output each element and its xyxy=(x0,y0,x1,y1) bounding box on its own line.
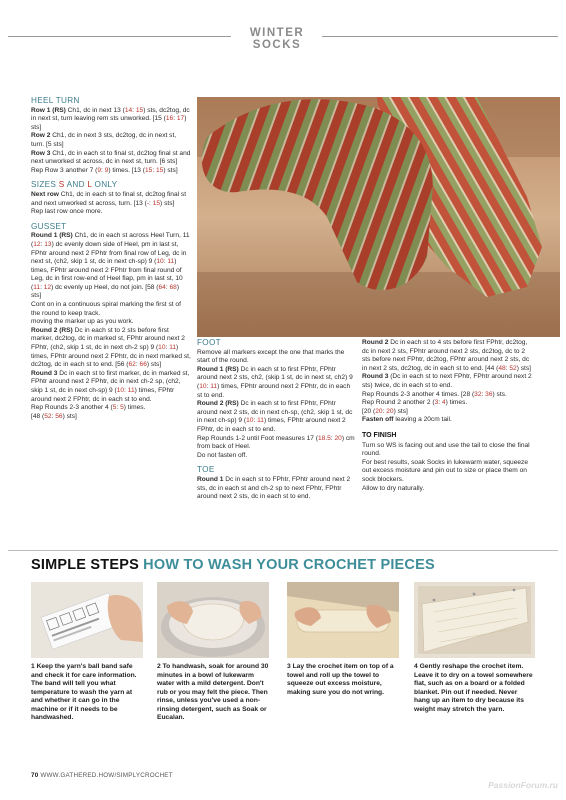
heel-row-2: Row 2 Ch1, dc in next 3 sts, dc2tog, dc in next st, turn. [5 sts] xyxy=(31,132,177,148)
sizes-repeat: Rep last row once more. xyxy=(31,208,103,216)
sizes-next-row: Next row Ch1, dc in each st to final st, dc2tog final st and next unworked st across, turn. [13 (-: 15) sts] xyxy=(31,190,187,207)
heading-to-finish: TO FINISH xyxy=(362,431,397,439)
header-rule-left xyxy=(8,36,231,37)
step-1-text: 1 Keep the yarn's ball band safe and check it for care information. The band will tell you what temperature to wash the yarn at and whether it can go in the machine or if it needs to be handwashed. xyxy=(31,663,137,721)
heel-row-1: Row 1 (RS) Ch1, dc in next 13 (14: 15) sts, dc2tog, dc in next st, turn leaving rem sts unworked. [15 (16: 17) sts] xyxy=(31,106,190,131)
heel-repeat: Rep Row 3 another 7 (9: 9) times. [13 (15: 15) sts] xyxy=(31,166,178,174)
foot-no-fasten: Do not fasten off. xyxy=(197,451,248,459)
foot-round-1: Round 1 (RS) Dc in each st to first FPhtr, FPhtr around next 2 sts, ch2, (skip 1 st, dc in next st, ch2) 9 (10: 11) times, FPhtr around next 2 FPhtr, dc in each st to end. xyxy=(197,365,353,399)
toe-round-2: Round 2 Dc in each st to 4 sts before first FPhtr, dc2tog, dc in next 2 sts, FPhtr around next 2 sts, dc2tog, dc to 2 sts before next FPhtr, dc2tog, FPhtr around next 2 sts, dc in next 2 sts, dc2tog, dc in each st to end. [44 (48: 52) sts] xyxy=(362,339,532,372)
gusset-round-2: Round 2 (RS) Dc in each st to 2 sts before first marker, dc2tog, dc in marked st, FPhtr around next 2 FPhtr, (ch2, skip 1 st, dc in next ch-2 sp) 9 (10: 11) times, FPhtr around next 2 FPhtr, dc in next marked st, dc2tog, dc in each st to end. [56 (62: 66) sts] xyxy=(31,326,191,369)
foot-intro: Remove all markers except the one that marks the start of the round. xyxy=(197,348,345,365)
toe-repeat-1: Rep Rounds 2-3 another 4 times. [28 (32: 36) sts. xyxy=(362,390,507,398)
watermark: PassionForum.ru xyxy=(488,780,558,790)
heel-row-3: Row 3 Ch1, dc in each st to final st, dc2tog final st and next unworked st across, dc in next st, turn. [6 sts] xyxy=(31,149,191,166)
step-4-image xyxy=(414,582,535,658)
heading-foot: FOOT xyxy=(197,338,221,347)
toe-final-count: [20 (20: 20) sts] xyxy=(362,407,408,415)
heading-toe: TOE xyxy=(197,465,215,475)
finish-2: For best results, soak Socks in lukewarm water, squeeze out excess moisture and pin out to size or place them on sock blockers. xyxy=(362,458,529,483)
section-title: WINTER SOCKS xyxy=(249,27,305,51)
step-2-image xyxy=(157,582,269,658)
toe-repeat-2: Rep Round 2 another 2 (3: 4) times. xyxy=(362,399,468,407)
page-footer xyxy=(31,772,173,779)
finish-3: Allow to dry naturally. xyxy=(362,484,425,492)
toe-round-3: Round 3 (Dc in each st to next FPhtr, FPhtr around next 2 sts) twice, dc in each st to end. xyxy=(362,373,532,389)
page-number: 70 xyxy=(31,772,39,779)
gusset-repeat: Rep Rounds 2-3 another 4 (5: 5) times. xyxy=(31,404,146,412)
gusset-final-count: [48 (52: 56) sts] xyxy=(31,412,77,420)
heading-heel-turn: HEEL TURN xyxy=(31,96,80,105)
gusset-move-marker: moving the marker up as you work. xyxy=(31,318,134,326)
step-3-image xyxy=(287,582,399,658)
fasten-off: Fasten off leaving a 20cm tail. xyxy=(362,416,452,424)
foot-round-2: Round 2 (RS) Dc in each st to first FPhtr, FPhtr around next 2 sts, dc in next ch-sp, (ch2, skip 1 st, dc in next ch-sp) 9 (10: 11) times, FPhtr around next 2 FPhtr, dc in each st to end. xyxy=(197,400,353,433)
sock-photo xyxy=(197,97,560,337)
gusset-round-1: Round 1 (RS) Ch1, dc in each st across Heel Turn, 11 (12: 13) dc evenly down side of Heel, pm in last st, FPhtr around next 2 FPhtr from final row of Leg, dc in next st, (ch2, skip 1 st, dc in next ch-sp) 9 (10: 11) times, FPhtr around next 2 FPhtr from final round of Leg, dc in first row-end of Heel flap, pm in last st, 10 (11: 12) dc evenly up Heel, do not join. [58 (64: 68) sts] xyxy=(31,232,190,300)
toe-round-1: Round 1 Dc in each st to FPhtr, FPhtr around next 2 sts, dc in each st and ch-2 sp to next FPhtr, FPhtr around next 2 sts, dc in each st to end. xyxy=(197,475,351,501)
step-3-text: 3 Lay the crochet item on top of a towel and roll up the towel to squeeze out excess moisture, making sure you do not wring. xyxy=(287,663,394,696)
steps-divider xyxy=(8,550,558,551)
footer-url: WWW.GATHERED.HOW/SIMPLYCROCHET xyxy=(38,772,173,779)
gusset-round-3: Round 3 Dc in each st to first marker, dc in marked st, FPhtr around next 2 FPhtr, dc in next ch-2 sp, (ch2, skip 1 st, dc in next ch-sp) 9 (10: 11) times, FPhtr around next 2 FPhtr, dc in each st to end. xyxy=(31,369,190,403)
finish-1: Turn so WS is facing out and use the tail to close the final round. xyxy=(362,441,530,458)
step-2-text: 2 To handwash, soak for around 30 minutes in a bowl of lukewarm water with a mild detergent. Don't rub or you may felt the piece. Then rinse, unless you've used a non-rinsing detergent, such as Soak or Eucalan. xyxy=(157,663,269,721)
heading-sizes: SIZES S AND L ONLY xyxy=(31,180,118,190)
column-1 xyxy=(31,97,191,421)
column-2 xyxy=(197,339,357,502)
step-4-text: 4 Gently reshape the crochet item. Leave it to dry on a towel somewhere flat, such as on a board or a folded blanket. Pin out if needed. Never hang up an item to dry because its weight may stretch the yarn. xyxy=(414,663,533,713)
foot-repeat: Rep Rounds 1-2 until Foot measures 17 (18.5: 20) cm from back of Heel. xyxy=(197,434,355,451)
gusset-continue: Cont on in a continuous spiral marking the first st of the round to keep track. xyxy=(31,301,181,317)
step-1-image xyxy=(31,582,143,658)
column-3 xyxy=(362,339,534,493)
header-rule-right xyxy=(322,36,558,37)
sock-photo-image xyxy=(197,97,560,337)
heading-gusset: GUSSET xyxy=(31,221,67,231)
steps-title: SIMPLE STEPS HOW TO WASH YOUR CROCHET PIECES xyxy=(31,557,435,573)
